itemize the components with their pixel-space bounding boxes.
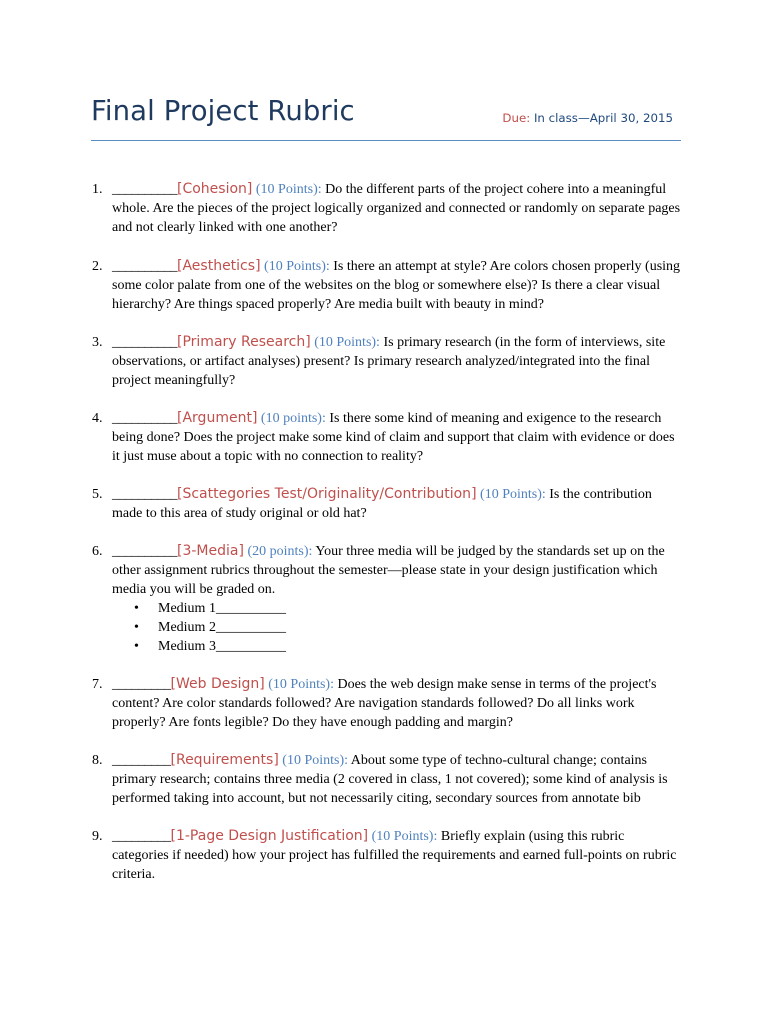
score-blank: __________ [112, 182, 177, 197]
open-bracket: [ [170, 752, 176, 768]
rubric-item [92, 257, 682, 314]
item-text [112, 333, 682, 390]
open-bracket: [ [177, 410, 183, 426]
category-name: 3-Media [182, 543, 239, 559]
item-text [112, 542, 682, 599]
close-bracket: ] [273, 752, 279, 768]
rubric-list [92, 180, 682, 884]
score-blank: __________ [112, 259, 177, 274]
score-blank: _________ [112, 753, 171, 768]
open-bracket: [ [177, 543, 183, 559]
item-text [112, 827, 682, 884]
item-number: 9. [92, 829, 103, 844]
open-bracket: [ [170, 676, 176, 692]
open-bracket: [ [177, 486, 183, 502]
category-label [171, 828, 369, 844]
item-text [112, 409, 682, 466]
header [91, 92, 681, 141]
close-bracket: ] [251, 410, 258, 426]
item-number: 5. [92, 487, 103, 502]
score-blank: __________ [112, 411, 177, 426]
rubric-item [92, 827, 682, 884]
bullet-icon: • [134, 601, 139, 616]
points-label: (10 Points): [264, 259, 330, 274]
bullet-icon: • [134, 620, 139, 635]
criteria-text: Briefly explain (using this rubric categories if needed) how your project has fulfilled the requirements and earned full-points on rubric criteria. [112, 829, 677, 882]
item-text [112, 751, 682, 808]
category-label [171, 676, 265, 692]
close-bracket: ] [305, 334, 311, 350]
category-label [177, 181, 252, 197]
media-label: Medium 2__________ [158, 620, 286, 635]
close-bracket: ] [259, 676, 265, 692]
item-text [112, 675, 682, 732]
category-name: Web Design [175, 676, 260, 692]
open-bracket: [ [177, 334, 183, 350]
category-name: Cohesion [182, 181, 247, 197]
item-number: 4. [92, 411, 103, 426]
item-number: 3. [92, 335, 103, 350]
points-label: (10 Points): [255, 182, 322, 197]
score-blank: _________ [112, 677, 171, 692]
criteria-text: Is there an attempt at style? Are colors chosen properly (using some color palate from one of the websites on the blog or somewhere else)? Is there a clear visual hierarchy? Are things spaced properly? Are media built with beauty in mind? [112, 259, 681, 312]
score-blank: __________ [112, 335, 177, 350]
media-label: Medium 3__________ [158, 639, 286, 654]
item-number: 1. [92, 182, 103, 197]
category-name: Aesthetics [182, 258, 256, 274]
due-label: Due: [502, 111, 531, 125]
category-name: Scattegories Test/Originality/Contribution [182, 486, 472, 502]
rubric-item [92, 409, 682, 466]
close-bracket: ] [255, 258, 261, 274]
rubric-item [92, 485, 682, 523]
item-text [112, 257, 682, 314]
criteria-text: Your three media will be judged by the standards set up on the other assignment rubrics throughout the semester—please state in your design justification which media you will be graded on. [112, 544, 665, 597]
category-label [177, 334, 311, 350]
due-value: In class—April 30, 2015 [533, 111, 673, 125]
points-label: (10 points): [260, 411, 326, 426]
page-title: Final Project Rubric [91, 95, 355, 127]
category-label [171, 752, 279, 768]
bullet-icon: • [134, 639, 139, 654]
category-label [177, 543, 244, 559]
category-label [177, 410, 257, 426]
item-number: 6. [92, 544, 103, 559]
category-name: 1-Page Design Justification [175, 828, 363, 844]
media-list [112, 599, 682, 656]
points-label: (20 points): [247, 544, 313, 559]
open-bracket: [ [170, 828, 176, 844]
open-bracket: [ [177, 258, 183, 274]
media-item [134, 618, 682, 637]
rubric-item [92, 333, 682, 390]
item-number: 8. [92, 753, 103, 768]
points-label: (10 Points): [480, 487, 546, 502]
criteria-text: Is primary research (in the form of interviews, site observations, or artifact analyses) present? Is primary research analyzed/integrated into the final project meaningfully? [112, 335, 666, 388]
media-item [134, 599, 682, 618]
criteria-text: Does the web design make sense in terms of the project's content? Are color standards followed? Are navigation standards followed? Do all links work properly? Are fonts legible? Do they have enough padding and margin? [112, 677, 657, 730]
item-number: 7. [92, 677, 103, 692]
category-label [177, 486, 477, 502]
category-name: Primary Research [182, 334, 306, 350]
criteria-text: Do the different parts of the project cohere into a meaningful whole. Are the pieces of the project logically organized and connected or randomly on separate pages and not clearly linked with one another? [112, 182, 681, 235]
item-number: 2. [92, 259, 103, 274]
category-name: Requirements [175, 752, 274, 768]
item-text [112, 180, 682, 237]
category-name: Argument [182, 410, 252, 426]
rubric-item [92, 675, 682, 732]
score-blank: __________ [112, 544, 177, 559]
close-bracket: ] [246, 181, 253, 197]
points-label: (10 Points): [314, 335, 380, 350]
points-label: (10 Points): [371, 829, 438, 844]
score-blank: __________ [112, 487, 177, 502]
score-blank: _________ [112, 829, 171, 844]
points-label: (10 Points): [268, 677, 334, 692]
rubric-item [92, 751, 682, 808]
criteria-text: About some type of techno-cultural change; contains primary research; contains three media (2 covered in class, 1 not covered); some kind of analysis is performed taking into account, but not necessarily citing, secondary sources from annotate bib [112, 753, 668, 806]
criteria-text: Is there some kind of meaning and exigence to the research being done? Does the project make some kind of claim and support that claim with evidence or does it just muse about a topic with no connection to reality? [112, 411, 675, 464]
item-text [112, 485, 682, 523]
close-bracket: ] [362, 828, 369, 844]
open-bracket: [ [177, 181, 183, 197]
points-label: (10 Points): [282, 753, 349, 768]
rubric-item [92, 542, 682, 656]
media-label: Medium 1__________ [158, 601, 286, 616]
rubric-item [92, 180, 682, 237]
close-bracket: ] [238, 543, 244, 559]
due-date [502, 111, 673, 125]
close-bracket: ] [471, 486, 477, 502]
category-label [177, 258, 261, 274]
criteria-text: Is the contribution made to this area of study original or old hat? [112, 487, 652, 521]
media-item [134, 637, 682, 656]
